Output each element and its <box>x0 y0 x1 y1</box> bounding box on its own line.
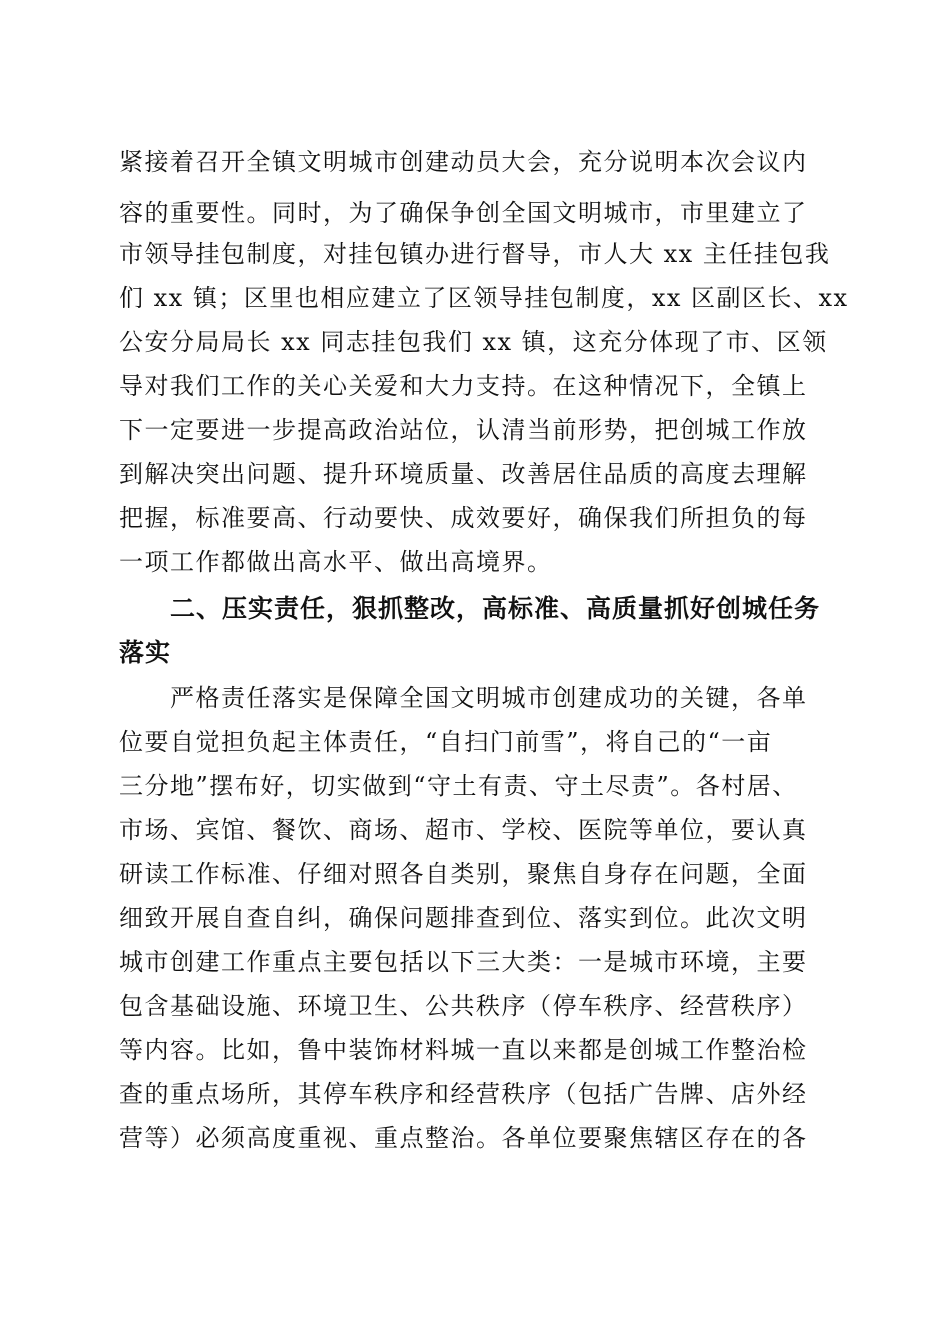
text-line: 市领导挂包制度，对挂包镇办进行督导，市人大 xx 主任挂包我 <box>119 240 831 268</box>
heading-line: 二、压实责任，狠抓整改，高标准、高质量抓好创城任务 <box>170 594 821 623</box>
text-line: 容的重要性。同时，为了确保争创全国文明城市，市里建立了 <box>119 199 808 227</box>
text-line: 紧接着召开全镇文明城市创建动员大会，充分说明本次会议内 <box>119 148 808 176</box>
text-line: 三分地”摆布好，切实做到“守土有责、守土尽责”。各村居、 <box>119 772 798 800</box>
text-line: 研读工作标准、仔细对照各自类别，聚焦自身存在问题，全面 <box>119 860 808 888</box>
text-line: 导对我们工作的关心关爱和大力支持。在这种情况下，全镇上 <box>119 372 808 400</box>
text-line: 包含基础设施、环境卫生、公共秩序（停车秩序、经营秩序） <box>119 992 808 1020</box>
text-line: 公安分局局长 xx 同志挂包我们 xx 镇，这充分体现了市、区领 <box>119 328 828 356</box>
heading-line: 落实 <box>119 638 172 667</box>
text-line: 下一定要进一步提高政治站位，认清当前形势，把创城工作放 <box>119 416 808 444</box>
text-line: 位要自觉担负起主体责任，“自扫门前雪”，将自己的“一亩 <box>119 728 773 756</box>
text-line: 把握，标准要高、行动要快、成效要好，确保我们所担负的每 <box>119 504 808 532</box>
text-line: 到解决突出问题、提升环境质量、改善居住品质的高度去理解 <box>119 460 808 488</box>
text-line: 城市创建工作重点主要包括以下三大类：一是城市环境，主要 <box>119 948 808 976</box>
text-line: 一项工作都做出高水平、做出高境界。 <box>119 548 553 576</box>
text-line: 细致开展自查自纠，确保问题排查到位、落实到位。此次文明 <box>119 904 808 932</box>
text-line: 营等）必须高度重视、重点整治。各单位要聚焦辖区存在的各 <box>119 1124 808 1152</box>
text-line: 市场、宾馆、餐饮、商场、超市、学校、医院等单位，要认真 <box>119 816 808 844</box>
text-line: 严格责任落实是保障全国文明城市创建成功的关键，各单 <box>170 684 808 712</box>
text-line: 查的重点场所，其停车秩序和经营秩序（包括广告牌、店外经 <box>119 1080 808 1108</box>
text-line: 等内容。比如，鲁中装饰材料城一直以来都是创城工作整治检 <box>119 1036 808 1064</box>
text-line: 们 xx 镇；区里也相应建立了区领导挂包制度，xx 区副区长、xx <box>119 284 849 312</box>
